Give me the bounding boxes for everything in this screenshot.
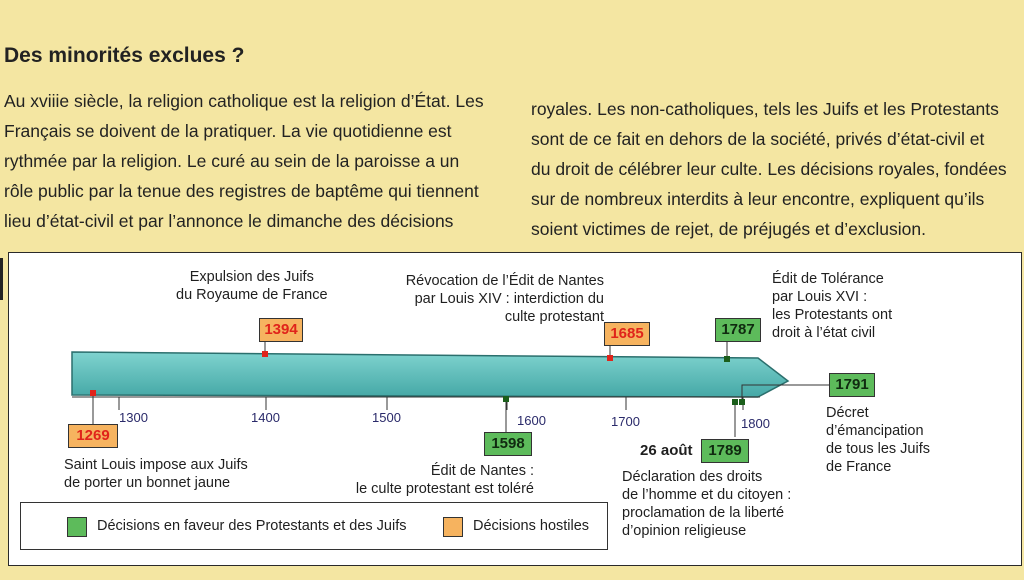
year-badge-1598: 1598	[484, 432, 532, 456]
event-1789-label: Déclaration des droits de l’homme et du citoyen : proclamation de la liberté d’opinion religieuse	[622, 469, 792, 539]
paragraph-line: rôle public par la tenue des registres de baptême qui tiennent	[4, 181, 479, 201]
timeline-arrow	[72, 352, 788, 397]
year-badge-1791: 1791	[829, 373, 875, 397]
event-1394-label: Expulsion des Juifs du Royaume de France	[176, 269, 328, 303]
event-1787-label: Édit de Tolérance par Louis XVI : les Protestants ont droit à l’état civil	[772, 271, 893, 341]
paragraph-line: rythmée par la religion. Le curé au sein de la paroisse a un	[4, 151, 460, 171]
legend-swatch-favour	[67, 517, 87, 537]
event-1685-label: Révocation de l’Édit de Nantes par Louis XIV : interdiction du culte protestant	[405, 273, 604, 325]
event-1269-label: Saint Louis impose aux Juifs de porter un bonnet jaune	[64, 457, 248, 491]
paragraph-line: du droit de célébrer leur culte. Les décisions royales, fondées	[531, 159, 1007, 179]
marker-1789	[732, 399, 738, 405]
legend-favour-label: Décisions en faveur des Protestants et des Juifs	[97, 518, 407, 534]
tick-label-1300: 1300	[119, 410, 148, 425]
legend-swatch-hostile	[443, 517, 463, 537]
year-badge-1789: 1789	[701, 439, 749, 463]
paragraph-line: sont de ce fait en dehors de la société, privés d’état-civil et	[531, 129, 985, 149]
timeline-legend	[20, 502, 608, 550]
year-badge-1787: 1787	[715, 318, 761, 342]
paragraph-line: Français se doivent de la pratiquer. La vie quotidienne est	[4, 121, 452, 141]
paragraph-line: soient victimes de rejet, de préjugés et d’exclusion.	[531, 219, 926, 239]
marker-1787	[724, 356, 730, 362]
marker-1269	[90, 390, 96, 396]
marker-1598	[503, 396, 509, 402]
year-badge-1394: 1394	[259, 318, 303, 342]
paragraph-line: lieu d’état-civil et par l’annonce le dimanche des décisions	[4, 211, 454, 231]
paragraph-line: sur de nombreux interdits à leur encontre, expliquent qu’ils	[531, 189, 985, 209]
tick-label-1400: 1400	[251, 410, 280, 425]
year-badge-1269: 1269	[68, 424, 118, 448]
tick-label-1700: 1700	[611, 414, 640, 429]
legend-hostile-label: Décisions hostiles	[473, 518, 590, 534]
event-1598-label: Édit de Nantes : le culte protestant est toléré	[355, 463, 534, 497]
tick-label-1600: 1600	[517, 413, 546, 428]
marker-1394	[262, 351, 268, 357]
paragraph-line: Au xviiie siècle, la religion catholique est la religion d’État. Les	[4, 91, 484, 111]
marker-1791	[739, 399, 745, 405]
section-heading: Des minorités exclues ?	[4, 44, 245, 67]
event-1791-label: Décret d’émancipation de tous les Juifs de France	[826, 405, 930, 475]
tick-label-1800: 1800	[741, 416, 770, 431]
event-1789-date: 26 août	[640, 442, 693, 459]
paragraph-line: royales. Les non-catholiques, tels les Juifs et les Protestants	[531, 99, 999, 119]
marker-1685	[607, 355, 613, 361]
year-badge-1685: 1685	[604, 322, 650, 346]
tick-label-1500: 1500	[372, 410, 401, 425]
